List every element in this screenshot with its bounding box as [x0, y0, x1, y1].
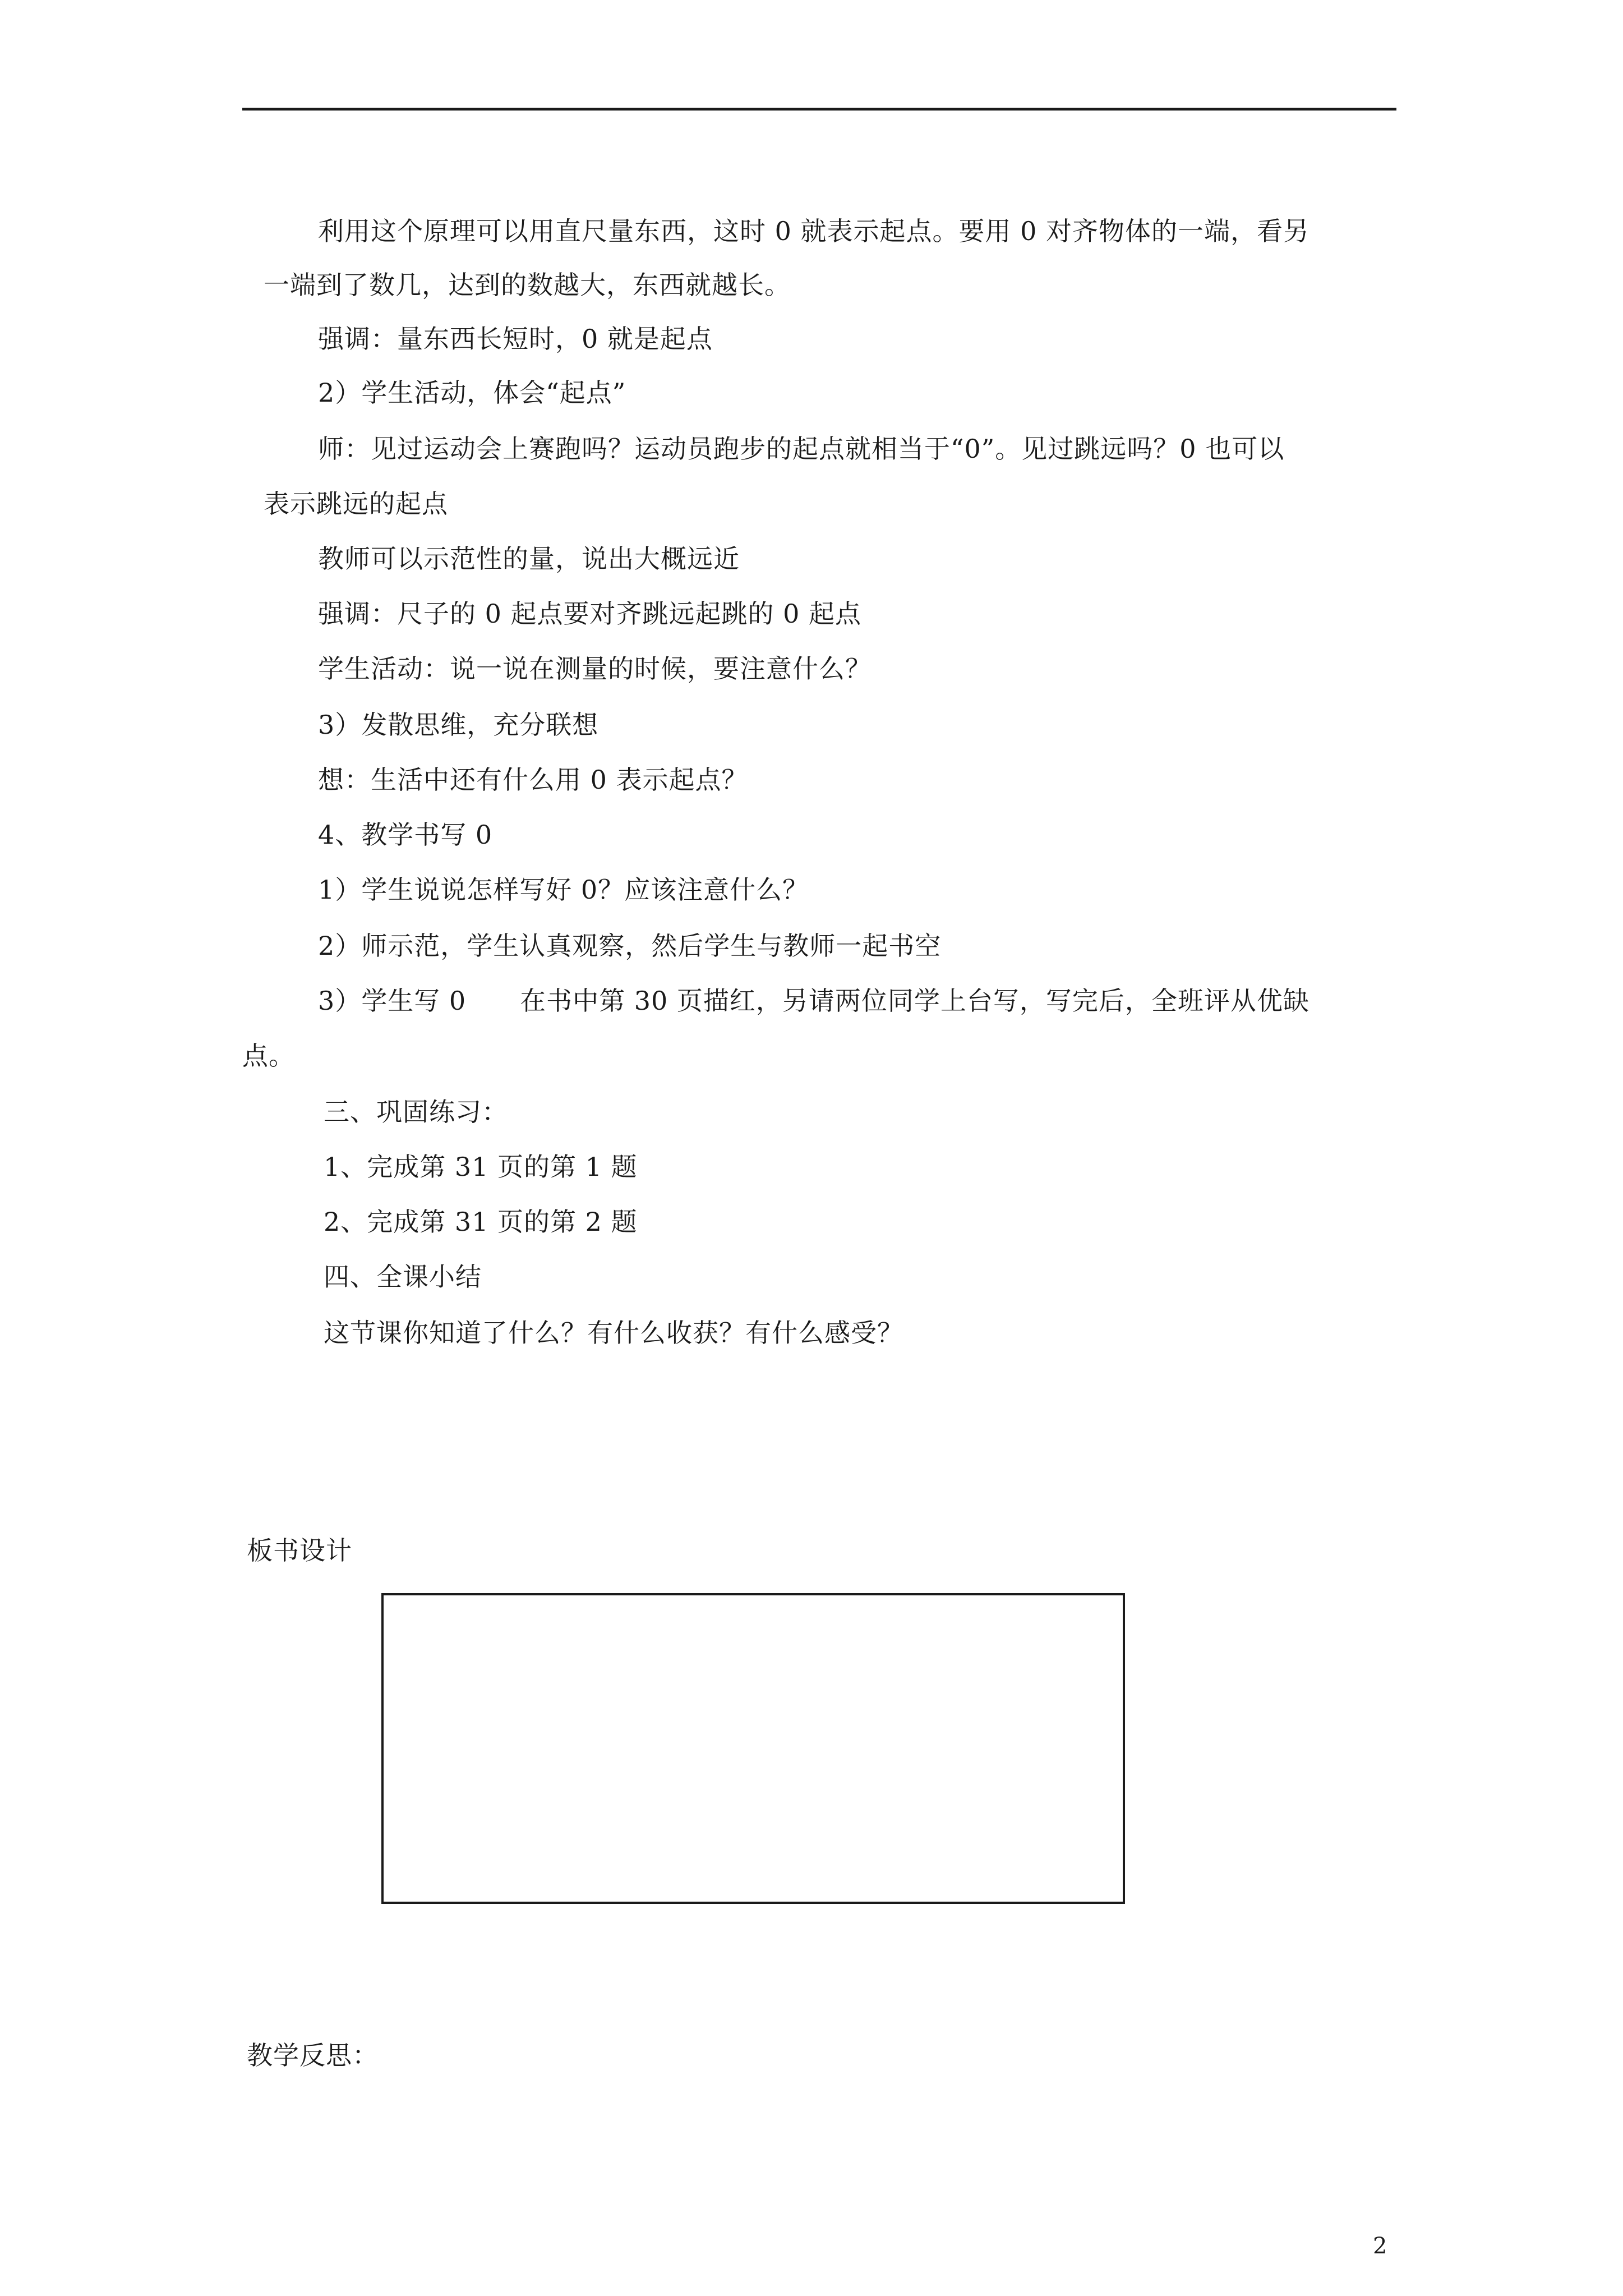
body-line: 强调：量东西长短时，0 就是起点	[318, 324, 713, 354]
header-rule	[242, 108, 1396, 111]
body-line: 利用这个原理可以用直尺量东西，这时 0 就表示起点。要用 0 对齐物体的一端，看另	[318, 216, 1310, 246]
body-line: 4、教学书写 0	[318, 820, 493, 850]
body-line: 2）学生活动，体会“起点”	[318, 378, 626, 408]
body-line: 想：生活中还有什么用 0 表示起点？	[318, 765, 748, 795]
summary-text: 这节课你知道了什么？有什么收获？有什么感受？	[324, 1318, 903, 1348]
summary-heading: 四、全课小结	[324, 1262, 482, 1292]
body-line: 表示跳远的起点	[264, 489, 448, 519]
body-line: 学生活动：说一说在测量的时候，要注意什么？	[318, 654, 872, 684]
practice-item: 1、完成第 31 页的第 1 题	[324, 1152, 638, 1182]
body-line: 1）学生说说怎样写好 0？应该注意什么？	[318, 875, 809, 905]
body-line: 一端到了数几，达到的数越大，东西就越长。	[264, 270, 791, 300]
body-line: 3）发散思维，充分联想	[318, 710, 599, 740]
write-zero-detail: 在书中第 30 页描红，另请两位同学上台写，写完后，全班评从优缺	[520, 986, 1310, 1016]
board-design-label: 板书设计	[247, 1535, 352, 1566]
practice-heading: 三、巩固练习：	[324, 1097, 508, 1127]
reflection-label: 教学反思：	[247, 2040, 379, 2070]
page-number: 2	[1373, 2233, 1387, 2259]
write-zero-continuation: 点。	[242, 1041, 295, 1071]
body-line: 2）师示范，学生认真观察，然后学生与教师一起书空	[318, 931, 942, 961]
body-line: 教师可以示范性的量，说出大概远近	[318, 544, 740, 574]
body-line: 师：见过运动会上赛跑吗？运动员跑步的起点就相当于“0”。见过跳远吗？0 也可以	[318, 434, 1285, 464]
write-zero-step: 3）学生写 0	[318, 986, 467, 1016]
board-design-box	[381, 1593, 1125, 1904]
body-line: 强调：尺子的 0 起点要对齐跳远起跳的 0 起点	[318, 599, 862, 629]
practice-item: 2、完成第 31 页的第 2 题	[324, 1207, 638, 1237]
write-zero-line	[318, 984, 1310, 1018]
